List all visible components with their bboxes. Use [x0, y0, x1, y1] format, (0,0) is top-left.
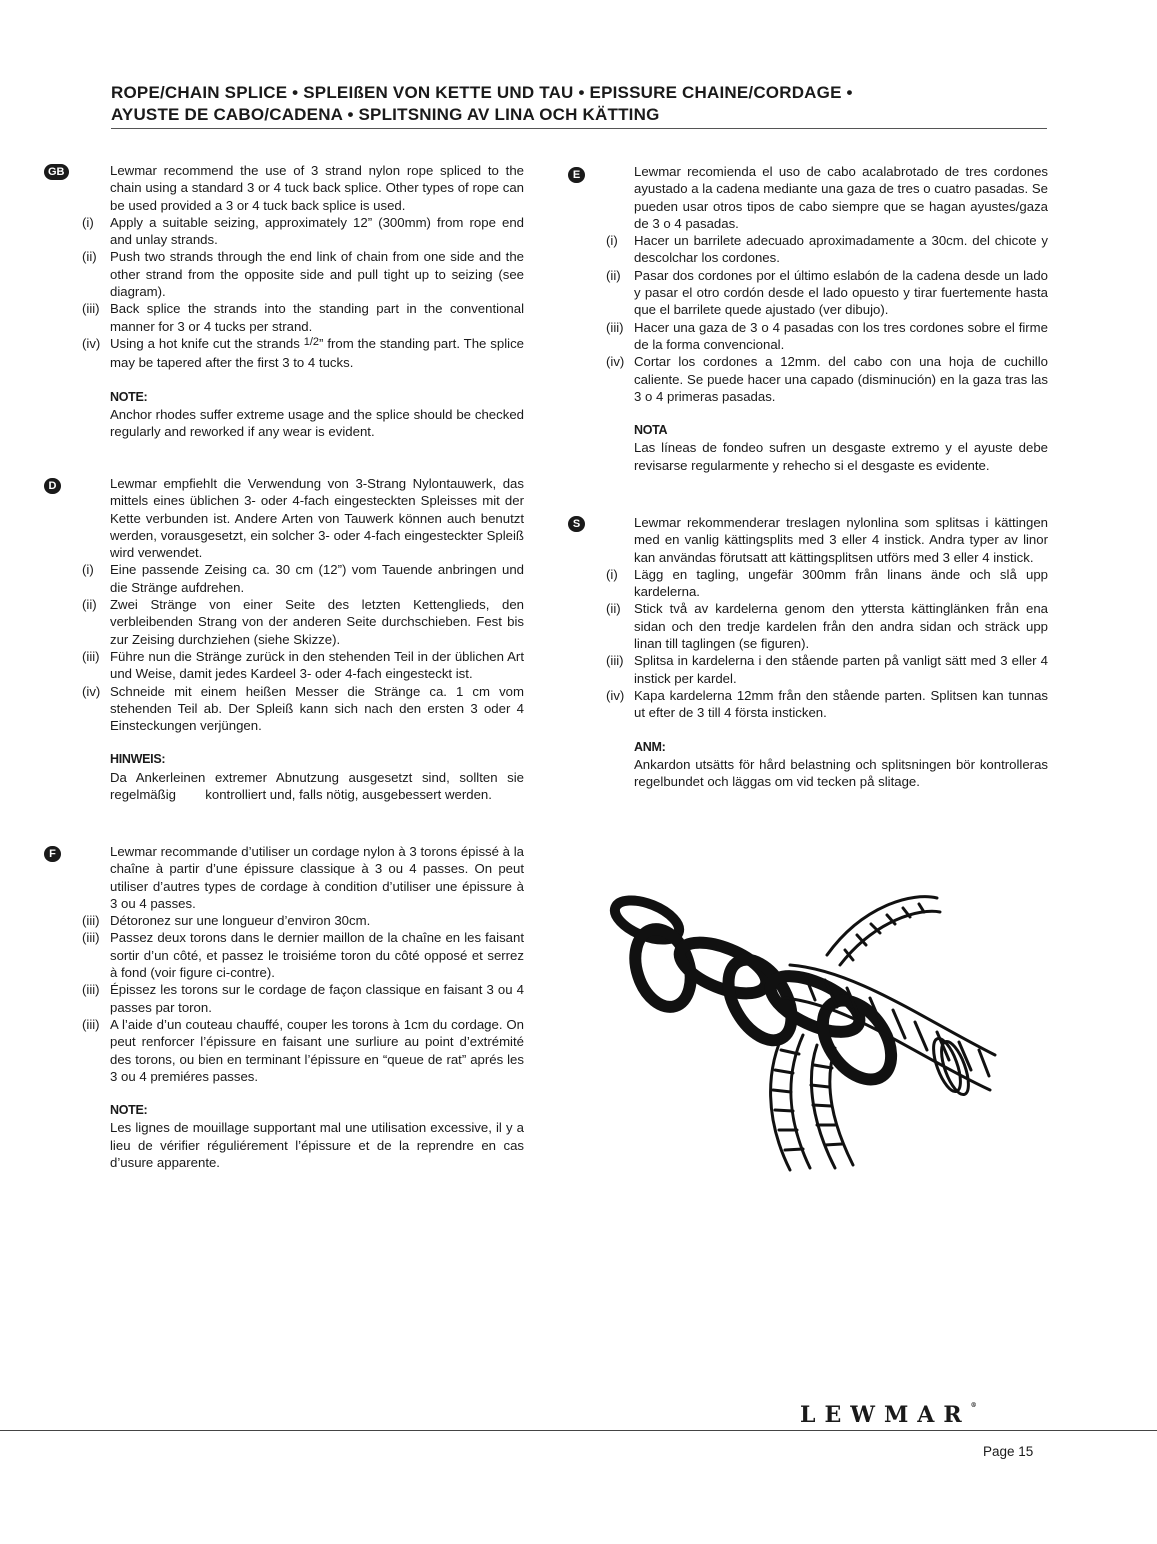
step-text: Splitsa in kardelerna i den stående parten på vanligt sätt med 3 eller 4 instick per kardel. [634, 653, 1048, 686]
step-number: (iv) [82, 683, 101, 699]
language-badge-f: F [44, 846, 61, 862]
step-text: Détoronez sur une longueur d’environ 30cm. [110, 913, 371, 929]
step-text: Hacer una gaza de 3 o 4 pasadas con los tres cordones sobre el firme de la forma convencional. [634, 319, 1048, 352]
s-step [606, 600, 1048, 652]
gb-step [82, 248, 524, 300]
d-steps [82, 561, 524, 734]
page-number: Page 15 [983, 1444, 1034, 1459]
gb-step [82, 300, 524, 335]
step-number: (ii) [606, 267, 621, 283]
d-note-text: Da Ankerleinen extremer Abnutzung ausgesetzt sind, sollten sie regelmäßig kontrolliert und, falls nötig, ausgebessert werden. [110, 769, 528, 803]
e-intro: Lewmar recomienda el uso de cabo acalabrotado de tres cordones ayustado a la cadena mediante una gaza de tres o cuatro pasadas. Se pueden usar otros tipos de cabo siempre que se hagan ayustes/gaza de 3 o 4 pasadas. [634, 164, 1048, 231]
step-number: (iii) [606, 319, 624, 335]
step-number: (iii) [82, 930, 100, 946]
step-text: Hacer un barrilete adecuado aproximadamente a 30cm. del chicote y descolchar los cordones. [634, 233, 1048, 266]
e-step [606, 232, 1048, 267]
step-text: Stick två av kardelerna genom den yttersta kättinglänken från ena sidan och den tredje kardelen från den andra sidan och sträck upp linan till taglingen (se figuren). [634, 601, 1048, 652]
step-number: (ii) [606, 601, 621, 617]
step-text: Kapa kardelerna 12mm från den stående parten. Splitsen kan tunnas ut efter de 3 till 4 första insticken. [634, 687, 1048, 721]
gb-intro: Lewmar recommend the use of 3 strand nylon rope spliced to the chain using a standard 3 or 4 tuck back splice. Other types of rope can be used provided a 3 or 4 tuck back splice is used. [110, 163, 524, 213]
step-text: Back splice the strands into the standing part in the conventional manner for 3 or 4 tucks per strand. [110, 301, 524, 334]
gb-note-heading: NOTE: [110, 389, 148, 404]
step-text-part: ” from the standing part. The splice may be tapered after the first 3 to 4 tucks. [110, 335, 524, 371]
section-s [572, 514, 1048, 790]
step-text: Cortar los cordones a 12mm. del cabo con una hoja de cuchillo caliente. Se puede hacer una capado (disminución) en la gaza tras las 3 o 4 primeras pasadas. [634, 354, 1048, 404]
f-intro: Lewmar recommande d’utiliser un cordage nylon à 3 torons épissé à la chaîne à partir d’une épissure classique à 3 ou 4 passes. On peut utiliser d’autres types de cordage à condition d’utiliser une épissure à 3 ou 4 passes. [110, 844, 524, 911]
e-steps [606, 232, 1048, 405]
section-e [572, 163, 1048, 474]
step-number: (iii) [82, 301, 100, 317]
step-number: (iv) [606, 354, 625, 370]
registered-mark: ® [970, 1402, 977, 1409]
s-note-heading: ANM: [634, 739, 666, 754]
step-text: Zwei Stränge von einer Seite des letzten Kettenglieds, den verbleibenden Strang von der anderen Seite durchschieben. Fest bis zur Zeising durchziehen (siehe Skizze). [110, 597, 524, 647]
step-text: Eine passende Zeising ca. 30 cm (12”) vom Tauende anbringen und die Stränge aufdrehen. [110, 562, 524, 595]
language-badge-e: E [568, 167, 585, 183]
step-text: Push two strands through the end link of chain from one side and the other strand from the opposite side and pull tight up to seizing (see diagram). [110, 249, 524, 300]
e-step [606, 353, 1048, 405]
f-note-heading: NOTE: [110, 1103, 148, 1118]
f-note-text: Les lignes de mouillage supportant mal une utilisation excessive, il y a lieu de vérifier réguliérement l’épissure et de la reprendre en cas d’usure apparente. [110, 1120, 524, 1171]
step-number: (iii) [606, 653, 624, 669]
step-text: Pasar dos cordones por el último eslabón de la cadena desde un lado y pasar el otro cordón desde el lado opuesto y tirar fuertemente hasta que el barrilete quede ajustado (ver dibujo). [634, 267, 1048, 318]
gb-steps [82, 214, 524, 372]
f-step [82, 1016, 524, 1085]
e-note-text: Las líneas de fondeo sufren un desgaste extremo y el ayuste debe revisarse regularmente y rehecho si el desgaste es evidente. [634, 440, 1048, 473]
title-line-2: AYUSTE DE CABO/CADENA • SPLITSNING AV LINA OCH KÄTTING [111, 105, 660, 124]
d-step [82, 561, 524, 596]
step-number: (i) [82, 562, 94, 578]
step-number: (i) [606, 566, 618, 582]
title-rule [111, 128, 1047, 129]
f-step [82, 981, 524, 1016]
gb-step [82, 335, 524, 372]
step-number: (ii) [82, 597, 97, 613]
d-step [82, 648, 524, 683]
fraction: 1/2 [303, 335, 320, 348]
gb-step [82, 214, 524, 249]
d-step [82, 683, 524, 735]
language-badge-d: D [44, 478, 61, 494]
seizing [928, 1035, 974, 1097]
rope-strand [827, 897, 940, 965]
step-text: Schneide mit einem heißen Messer die Stränge ca. 1 cm vom stehenden Teil ab. Der Spleiß kann sich nach den ersten 3 oder 4 Einsteckungen verjüngen. [110, 683, 524, 734]
step-number: (iii) [82, 913, 100, 929]
title-line-1: ROPE/CHAIN SPLICE • SPLEIßEN VON KETTE UND TAU • EPISSURE CHAINE/CORDAGE • [111, 83, 853, 102]
rope-chain-splice-illustration [595, 880, 1055, 1180]
step-text: Apply a suitable seizing, approximately 12” (300mm) from rope end and unlay strands. [110, 214, 524, 248]
e-note-heading: NOTA [634, 423, 668, 438]
step-text: A l’aide d’un couteau chauffé, couper les torons à 1cm du cordage. On peut renforcer l’épissure en faisant une surliure au point d’extrémité des torons, ou bien en terminant l’épissure en “queue de rat” aprés les 3 ou 4 premiéres passes. [110, 1016, 524, 1084]
step-number: (i) [82, 214, 94, 230]
step-text: Épissez les torons sur le cordage de façon classique en faisant 3 ou 4 passes par toron. [110, 982, 524, 1015]
f-step [82, 912, 524, 929]
step-number: (iii) [82, 982, 100, 998]
rope-strand [771, 1030, 810, 1170]
language-badge-s: S [568, 516, 585, 532]
d-intro: Lewmar empfiehlt die Verwendung von 3-Strang Nylontauwerk, das mittels eines üblichen 3- oder 4-fach eingesteckten Spleisses mit der Kette verbunden ist. Andere Arten von Tauwerk können auch benutzt werden, vorausgesetzt, ein solcher 3- oder 4-fach eingesteckter Spleiß wird verwendet. [110, 476, 524, 561]
s-steps [606, 566, 1048, 722]
chain-link [809, 988, 905, 1092]
s-step [606, 652, 1048, 687]
f-steps [82, 912, 524, 1085]
footer-rule [0, 1430, 1157, 1431]
page-title [111, 82, 1046, 126]
d-step [82, 596, 524, 648]
f-step [82, 929, 524, 981]
s-intro: Lewmar rekommenderar treslagen nylonlina som splitsas i kättingen med en vanlig kättingsplits med 3 eller 4 instick. Andra typer av linor kan användas förutsatt att kättingsplitsen utförs med 3 eller 4 instick. [634, 515, 1048, 565]
e-step [606, 267, 1048, 319]
lewmar-logo [800, 1402, 977, 1428]
step-number: (iii) [82, 648, 100, 664]
step-number: (ii) [82, 249, 97, 265]
brand-name: LEWMAR [800, 1402, 971, 1428]
step-text [110, 335, 524, 372]
s-note-text: Ankardon utsätts för hård belastning och splitsningen bör kontrolleras regelbundet och läggas om vid tecken på slitage. [634, 756, 1048, 790]
s-step [606, 687, 1048, 722]
section-f [49, 843, 524, 1171]
section-gb [48, 162, 524, 440]
step-text: Führe nun die Stränge zurück in den stehenden Teil in der üblichen Art und Weise, damit jedes Kardeel 3- oder 4-fach eingesteckt ist. [110, 648, 524, 682]
step-text: Passez deux torons dans le dernier maillon de la chaîne en les faisant sortir d’un côté, et passez le troisiéme toron du côté opposé et serrez à fond (voir figure ci-contre). [110, 930, 524, 981]
section-d [48, 475, 528, 803]
gb-note-text: Anchor rhodes suffer extreme usage and the splice should be checked regularly and reworked if any wear is evident. [110, 406, 524, 440]
step-number: (iii) [82, 1016, 100, 1032]
language-badge-gb: GB [44, 164, 69, 180]
step-text-part: Using a hot knife cut the strands [110, 335, 304, 351]
step-text: Lägg en tagling, ungefär 300mm från linans ände och slå upp kardelerna. [634, 566, 1048, 600]
d-note-heading: HINWEIS: [110, 752, 166, 767]
step-number: (iv) [82, 335, 101, 351]
step-number: (i) [606, 233, 618, 249]
e-step [606, 319, 1048, 354]
s-step [606, 566, 1048, 601]
step-number: (iv) [606, 687, 625, 703]
